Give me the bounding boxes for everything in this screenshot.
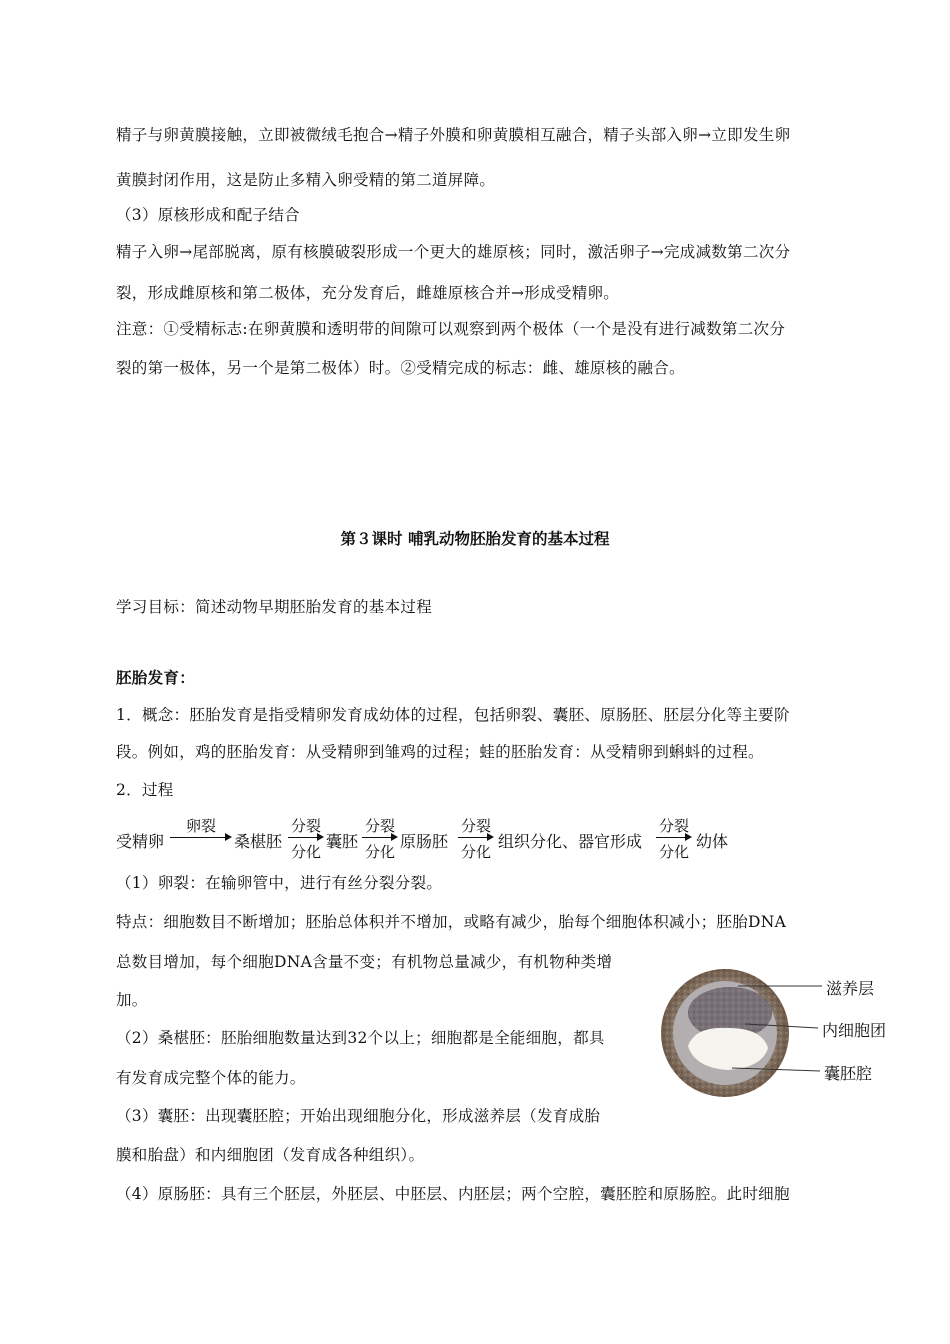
arrow-label-top: 分裂	[460, 817, 491, 835]
arrow-label-top: 分裂	[658, 817, 689, 835]
arrow-label-bottom: 分化	[364, 843, 395, 861]
label-trophoblast: 滋养层	[826, 979, 875, 998]
concept-line: 段。例如，鸡的胚胎发育：从受精卵到雏鸡的过程；蛙的胚胎发育：从受精卵到蝌蚪的过程。	[116, 743, 764, 761]
arrow-head-icon	[391, 833, 398, 841]
note-line: 裂的第一极体，另一个是第二极体）时。②受精完成的标志：雌、雄原核的融合。	[116, 359, 685, 377]
flow-arrow	[656, 815, 692, 863]
flow-node-organogenesis: 组织分化、器官形成	[498, 832, 643, 851]
stage-line: （4）原肠胚：具有三个胚层，外胚层、中胚层、内胚层；两个空腔，囊胚腔和原肠腔。此时细胞	[116, 1185, 790, 1203]
subheading: （3）原核形成和配子结合	[116, 206, 300, 224]
flow-arrow	[362, 815, 398, 863]
process-flow	[116, 815, 756, 863]
stage-line: 特点：细胞数目不断增加；胚胎总体积并不增加，或略有减少，胎每个细胞体积减小；胚胎DNA	[116, 913, 787, 931]
stage-line: （3）囊胚：出现囊胚腔；开始出现细胞分化，形成滋养层（发育成胎	[116, 1107, 601, 1125]
learning-objective: 学习目标：简述动物早期胚胎发育的基本过程	[116, 598, 433, 616]
stage-line: 膜和胎盘）和内细胞团（发育成各种组织）。	[116, 1146, 425, 1164]
paragraph-line: 精子入卵→尾部脱离，原有核膜破裂形成一个更大的雄原核；同时，激活卵子→完成减数第二次分	[116, 243, 791, 261]
arrow-shaft	[170, 837, 227, 838]
arrow-label-bottom: 分化	[658, 843, 689, 861]
blastocyst-figure	[650, 968, 900, 1098]
arrow-label-top: 分裂	[364, 817, 395, 835]
paragraph-line: 裂，形成雌原核和第二极体，充分发育后，雌雄原核合并→形成受精卵。	[116, 284, 620, 302]
flow-node-blastocyst: 囊胚	[326, 832, 359, 851]
concept-line: 1．概念：胚胎发育是指受精卵发育成幼体的过程，包括卵裂、囊胚、原肠胚、胚层分化等主要阶	[116, 706, 790, 724]
page-title: 第３课时 哺乳动物胚胎发育的基本过程	[340, 530, 610, 548]
arrow-label-bottom: 分化	[460, 843, 491, 861]
arrow-head-icon	[487, 833, 494, 841]
arrow-shaft	[362, 837, 393, 838]
arrow-label-top: 卵裂	[185, 817, 216, 835]
arrow-shaft	[458, 837, 489, 838]
flow-arrow-cleavage	[170, 815, 232, 863]
paragraph-line: 精子与卵黄膜接触，立即被微绒毛抱合→精子外膜和卵黄膜相互融合，精子头部入卵→立即发生卵	[116, 126, 791, 144]
flow-arrow	[288, 815, 324, 863]
stage-line: （2）桑椹胚：胚胎细胞数量达到32个以上；细胞都是全能细胞，都具	[116, 1029, 605, 1047]
arrow-label-bottom: 分化	[290, 843, 321, 861]
stage-line: 加。	[116, 991, 148, 1009]
label-blastocoel: 囊胚腔	[824, 1064, 873, 1083]
flow-node-gastrula: 原肠胚	[400, 832, 449, 851]
arrow-head-icon	[317, 833, 324, 841]
label-inner-cell-mass: 内细胞团	[822, 1021, 887, 1040]
arrow-head-icon	[225, 833, 232, 841]
flow-node-morula: 桑椹胚	[234, 832, 283, 851]
stage-line: 总数目增加，每个细胞DNA含量不变；有机物总量减少，有机物种类增	[116, 953, 613, 971]
arrow-shaft	[288, 837, 319, 838]
section-heading: 胚胎发育：	[116, 669, 196, 687]
arrow-shaft	[656, 837, 687, 838]
arrow-head-icon	[685, 833, 692, 841]
process-label: 2．过程	[116, 781, 174, 799]
flow-node-fertilized-egg: 受精卵	[116, 832, 165, 851]
stage-line: （1）卵裂：在输卵管中，进行有丝分裂分裂。	[116, 874, 443, 892]
arrow-label-top: 分裂	[290, 817, 321, 835]
paragraph-line: 黄膜封闭作用，这是防止多精入卵受精的第二道屏障。	[116, 171, 496, 189]
note-line: 注意：①受精标志:在卵黄膜和透明带的间隙可以观察到两个极体（一个是没有进行减数第二次分	[116, 320, 786, 338]
flow-node-larva: 幼体	[696, 832, 729, 851]
flow-arrow	[458, 815, 494, 863]
stage-line: 有发育成完整个体的能力。	[116, 1069, 306, 1087]
